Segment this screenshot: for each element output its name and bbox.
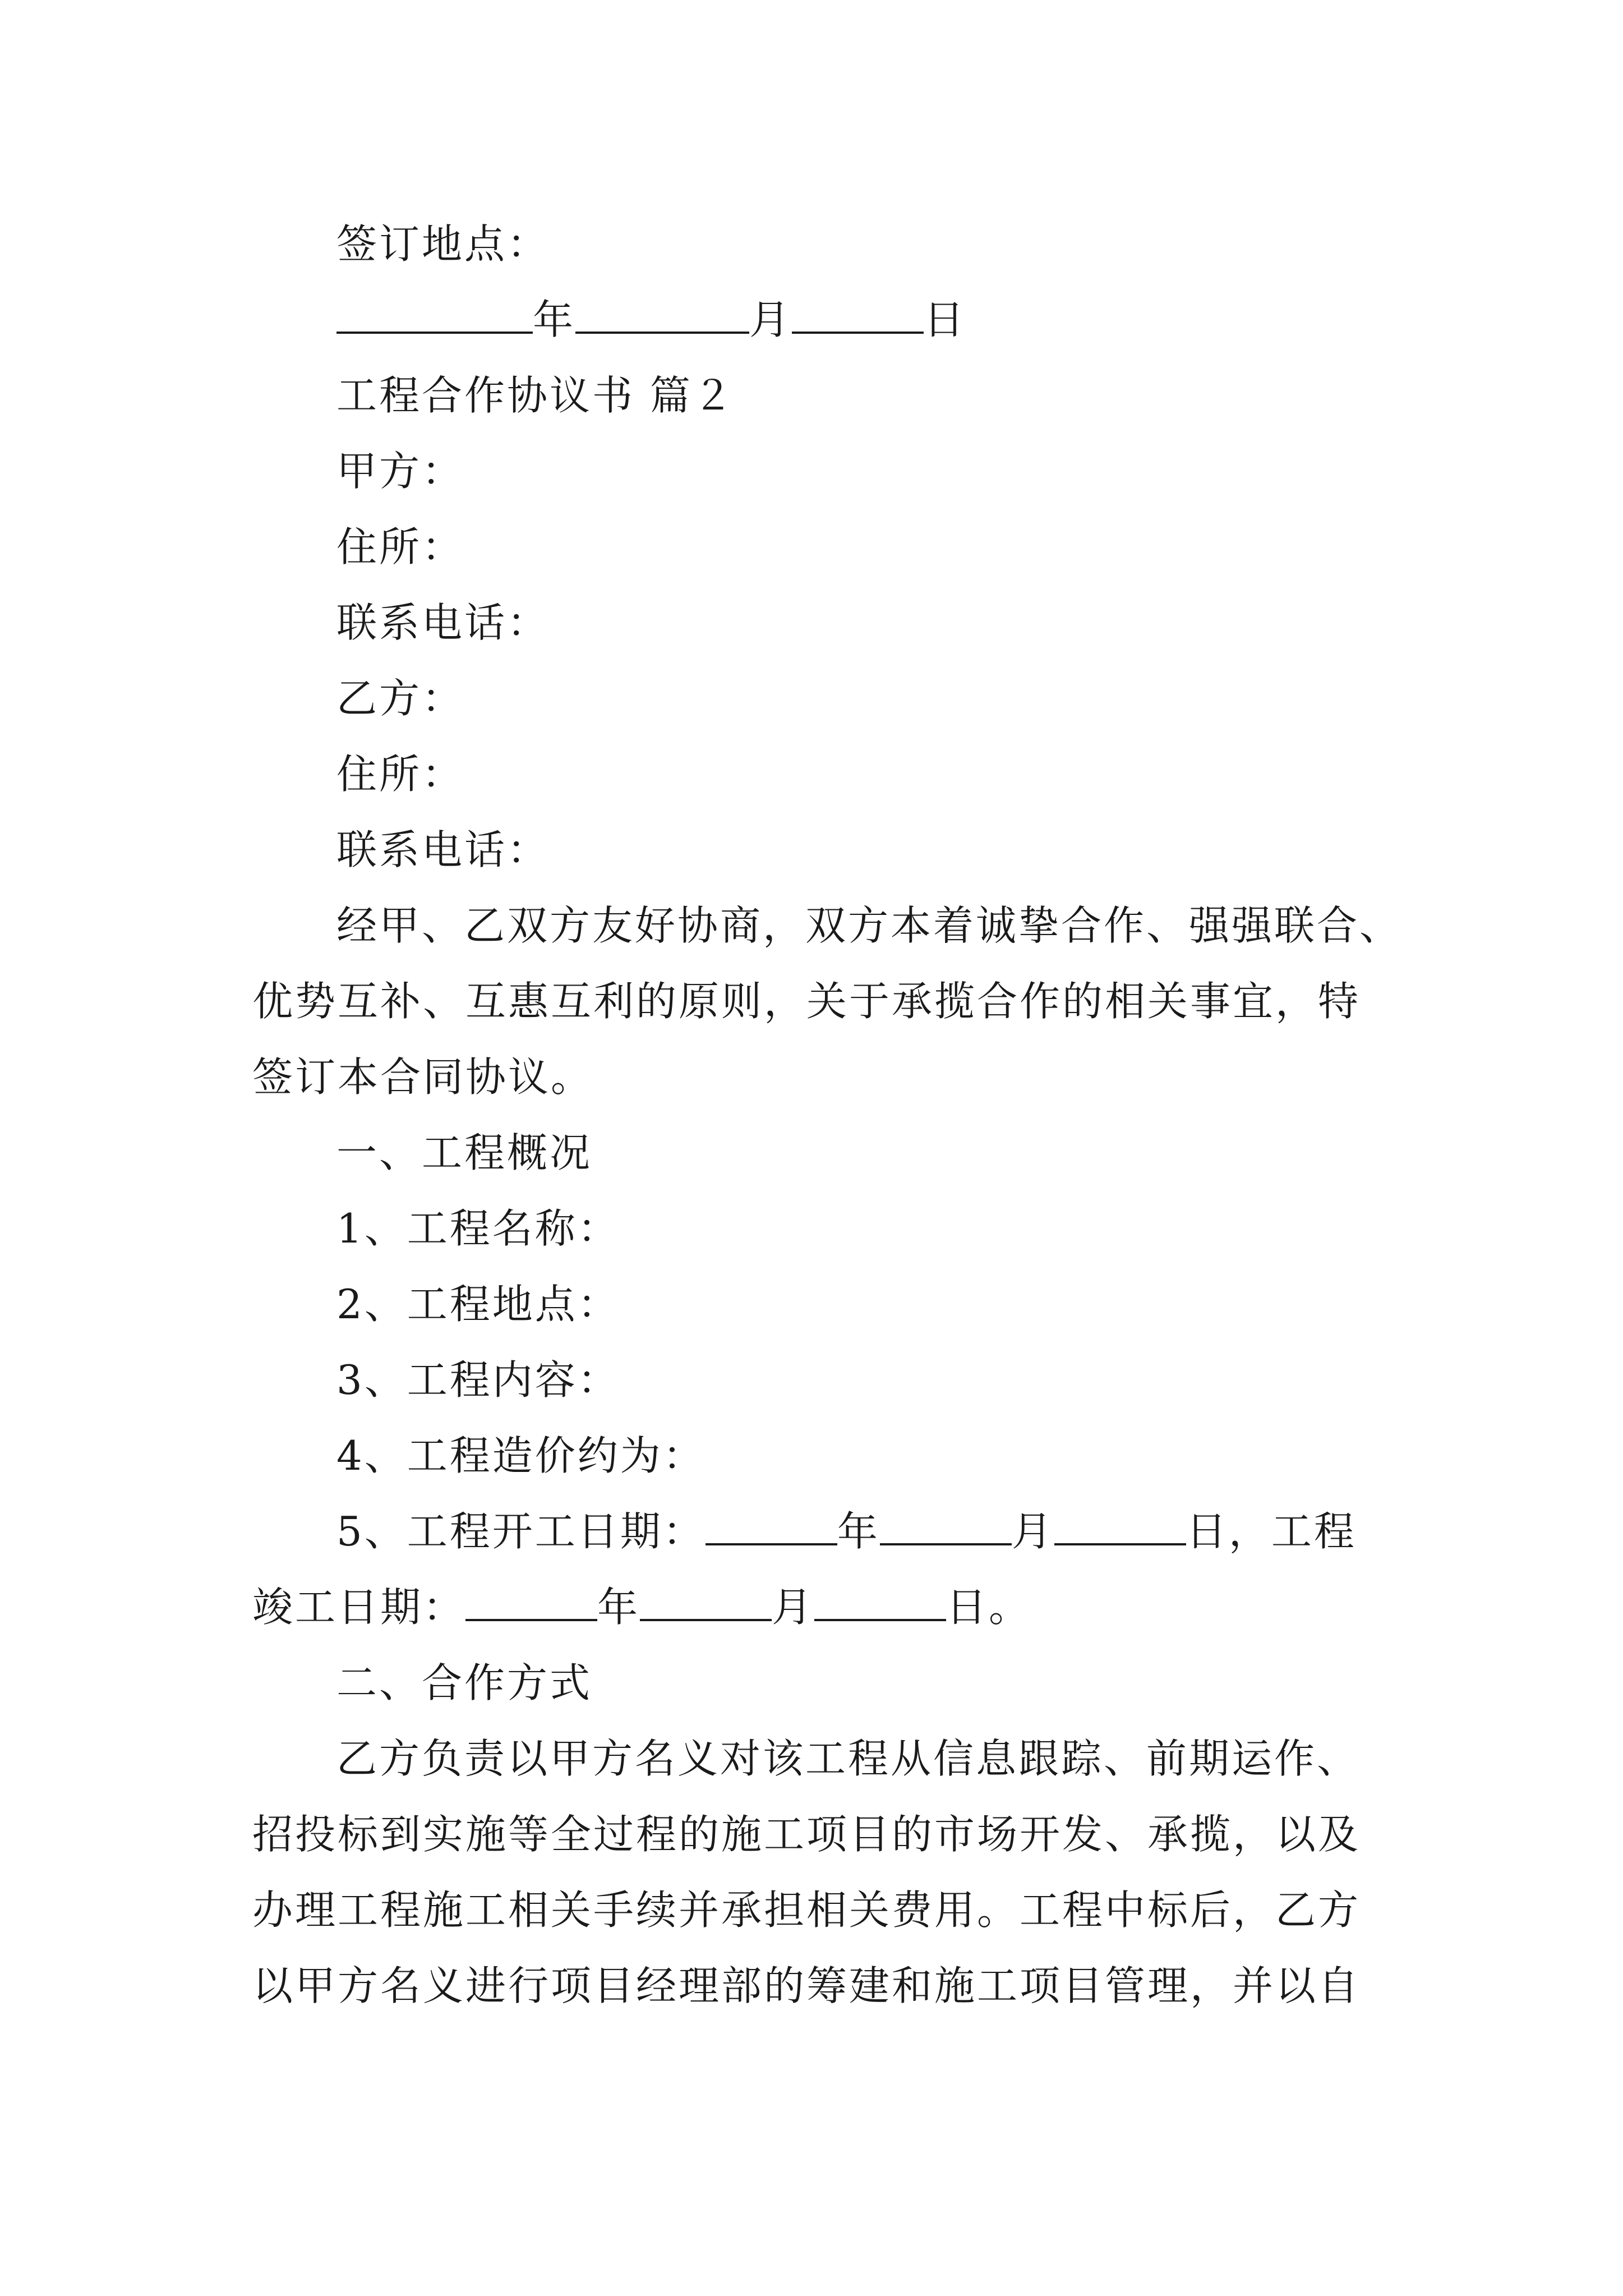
end-year-label: 年 — [597, 1584, 640, 1631]
end-day-label: 日。 — [946, 1584, 1032, 1631]
party-a-label: 甲方： — [336, 448, 465, 495]
day-blank — [792, 297, 924, 334]
section-title: 工程合作协议书 篇２ — [336, 372, 735, 419]
sign-place-label: 签订地点： — [336, 220, 550, 268]
start-date-label: 5、工程开工日期： — [336, 1508, 706, 1555]
chapter2-title: 二、合作方式 — [336, 1659, 593, 1706]
start-day-blank — [1054, 1508, 1186, 1545]
start-year-label: 年 — [837, 1508, 880, 1555]
party-b-address: 住所： — [336, 751, 465, 798]
intro-line-2: 优势互补、互惠互利的原则，关于承揽合作的相关事宜，特 — [252, 978, 1361, 1025]
chapter1-item5-line2 — [252, 1579, 1402, 1635]
party-b-label: 乙方： — [336, 675, 465, 722]
chapter1-item5-line1 — [336, 1503, 1402, 1559]
chapter2-line-1: 乙方负责以甲方名义对该工程从信息跟踪、前期运作、 — [336, 1735, 1360, 1782]
year-label: 年 — [533, 296, 576, 343]
start-year-blank — [706, 1508, 837, 1545]
chapter2-line-2: 招投标到实施等全过程的施工项目的市场开发、承揽，以及 — [252, 1811, 1361, 1858]
start-month-blank — [880, 1508, 1012, 1545]
day-label: 日 — [924, 296, 967, 343]
chapter2-line-3: 办理工程施工相关手续并承担相关费用。工程中标后，乙方 — [252, 1887, 1361, 1934]
sign-place-line — [336, 216, 1402, 272]
year-blank — [336, 297, 533, 334]
intro-line-3: 签订本合同协议。 — [252, 1053, 594, 1101]
party-a-phone: 联系电话： — [336, 599, 550, 646]
month-label: 月 — [749, 296, 792, 343]
start-month-label: 月 — [1011, 1508, 1054, 1555]
party-a-address: 住所： — [336, 523, 465, 570]
completion-date-label: 竣工日期： — [252, 1584, 466, 1631]
end-year-blank — [465, 1584, 597, 1621]
end-month-blank — [640, 1584, 772, 1621]
month-blank — [575, 297, 749, 334]
start-day-label: 日，工程 — [1186, 1508, 1357, 1555]
date-line — [336, 292, 1402, 348]
end-day-blank — [814, 1584, 946, 1621]
intro-line-1: 经甲、乙双方友好协商，双方本着诚挚合作、强强联合、 — [336, 902, 1403, 949]
chapter1-item3: 3、工程内容： — [336, 1356, 620, 1404]
end-month-label: 月 — [772, 1584, 815, 1631]
chapter1-item2: 2、工程地点： — [336, 1281, 620, 1328]
chapter1-title: 一、工程概况 — [336, 1129, 593, 1176]
chapter1-item4: 4、工程造价约为： — [336, 1432, 706, 1479]
party-b-phone: 联系电话： — [336, 826, 550, 873]
chapter1-item1: 1、工程名称： — [336, 1205, 620, 1252]
chapter2-line-4: 以甲方名义进行项目经理部的筹建和施工项目管理，并以自 — [252, 1962, 1361, 2009]
